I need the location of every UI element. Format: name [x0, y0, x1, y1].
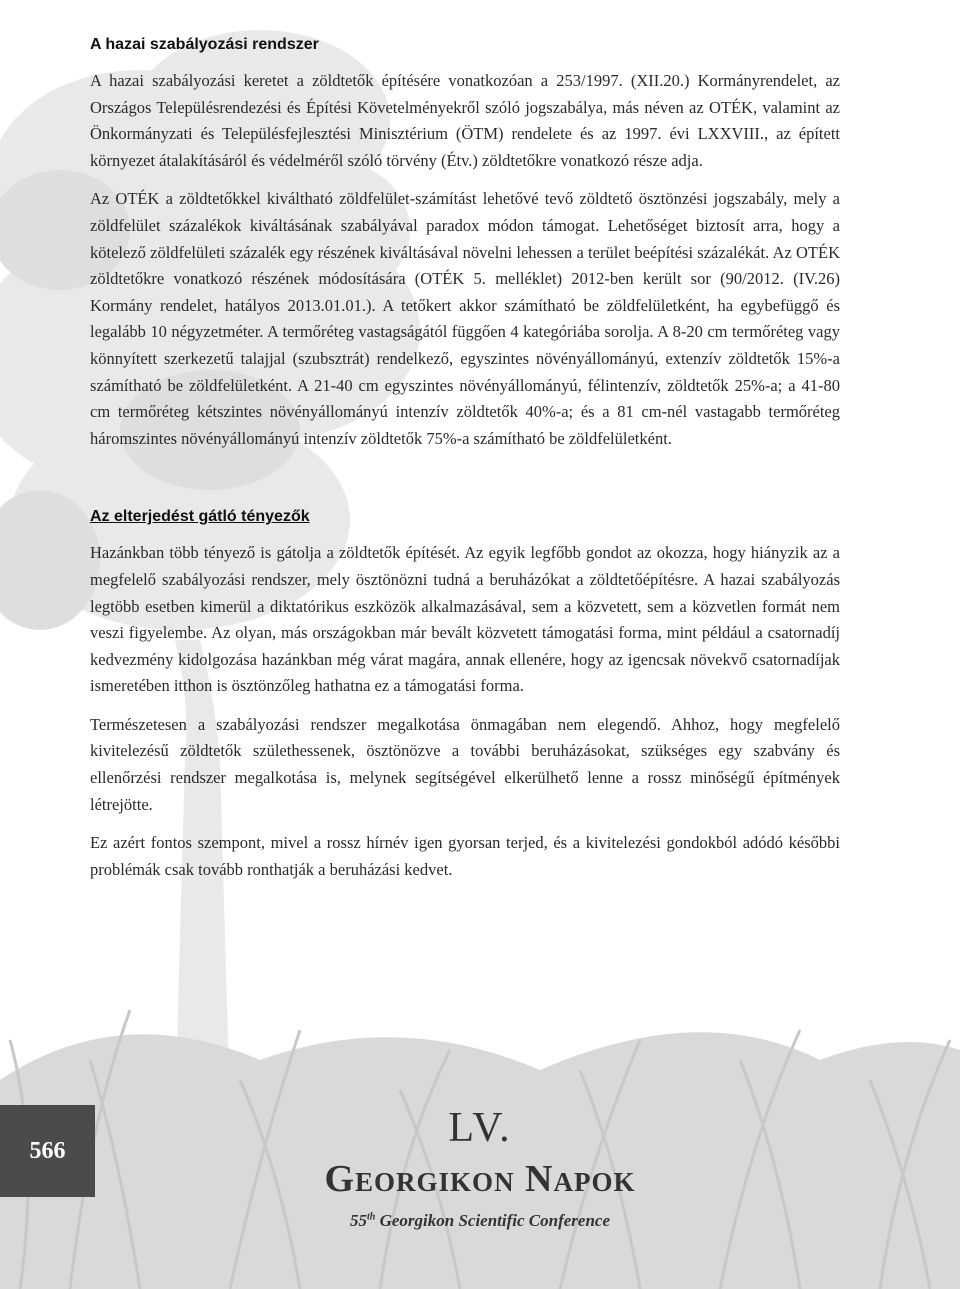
paragraph: Ez azért fontos szempont, mivel a rossz hírnév igen gyorsan terjed, és a kivitelezési gondokból adódó későbbi problémák csak tovább ronthatják a beruházási kedvet. [90, 833, 840, 879]
paragraph: Természetesen a szabályozási rendszer megalkotása önmagában nem elegendő. Ahhoz, hogy megfelelő kivitelezésű zöldtetők születhessenek, ösztönözve a további beruházásokat, szükséges egy szabvány és ellenőrzési rendszer megalkotása is, melynek segítségével elkerülhető lenne a rossz minőségű építmények létrejötte. [90, 714, 840, 814]
subtitle-text: Georgikon Scientific Conference [375, 1211, 610, 1230]
main-content [90, 36, 840, 895]
section-heading-obstacles: Az elterjedést gátló tényezők [90, 508, 310, 526]
conference-title: Georgikon Napok [324, 1158, 636, 1200]
conference-subtitle [300, 1211, 660, 1231]
section-heading-regulation: A hazai szabályozási rendszer [90, 36, 319, 53]
conference-edition: LV. [448, 1105, 512, 1151]
paragraph: Hazánkban több tényező is gátolja a zöldtetők építését. Az egyik legfőbb gondot az okozza, hogy hiányzik az a megfelelő szabályozási rendszer, mely ösztönözni tudná a beruházókat a zöldtetőépítésre. A hazai szabályozás legtöbb esetben kimerül a diktatórikus eszközök alkalmazásával, sem a közvetett, sem a közvetlen formát nem veszi figyelembe. Az olyan, más országokban már bevált közvetett támogatási forma, mint például a csatornadíj kedvezmény kidolgozása hazánkban még várat magára, annak ellenére, hogy az igencsak növekvő csatornadíjak ismeretében itthon is ösztönzőleg hathatna ez a támogatási forma. [90, 543, 840, 696]
paragraph: A hazai szabályozási keretet a zöldtetők építésére vonatkozóan a 253/1997. (XII.20.) Kormányrendelet, az Országos Településrendezési és Építési Követelményekről szóló jogszabálya, más néven az OTÉK, valamint az Önkormányzati és Településfejlesztési Minisztérium (ÖTM) rendelete és az 1997. évi LXXVIII., az épített környezet átalakításáról és védelméről szóló törvény (Étv.) zöldtetőkre vonatkozó része adja. [90, 71, 840, 170]
page-number: 566 [29, 1137, 66, 1164]
conference-footer [300, 1105, 660, 1231]
subtitle-superscript: th [366, 1211, 376, 1223]
paragraph: Az OTÉK a zöldtetőkkel kiváltható zöldfelület-számítást lehetővé tevő zöldtető ösztönzési jogszabály, mely a zöldfelület százalékok kiváltásának szabályával paradox módon támogat. Lehetőséget biztosít arra, hogy a kötelező zöldfelületi százalék egy részének kiváltásával növelni lehessen a terület beépítési százalékát. Az OTÉK zöldtetőkre vonatkozó részének módosítására (OTÉK 5. melléklet) 2012-ben került sor (90/2012. (IV.26) Kormány rendelet, hatályos 2013.01.01.). A tetőkert akkor számítható be zöldfelületként, ha egybefüggő és legalább 10 négyzetméter. A termőréteg vastagságától függően 4 kategóriába sorolja. A 8-20 cm termőréteg vagy könnyített szerkezetű talajjal (szubsztrát) rendelkező, egyszintes növényállományú, extenzív zöldtetők 15%-a számítható be zöldfelületként. A 21-40 cm egyszintes növényállományú, félintenzív, zöldtetők 25%-a; a 41-80 cm termőréteg kétszintes növényállományú intenzív zöldtetők 40%-a; és a 81 cm-nél vastagabb termőréteg háromszintes növényállományú intenzív zöldtetők 75%-a számítható be zöldfelületként. [90, 189, 840, 448]
page-number-badge [0, 1105, 95, 1197]
subtitle-number: 55 [349, 1211, 367, 1230]
